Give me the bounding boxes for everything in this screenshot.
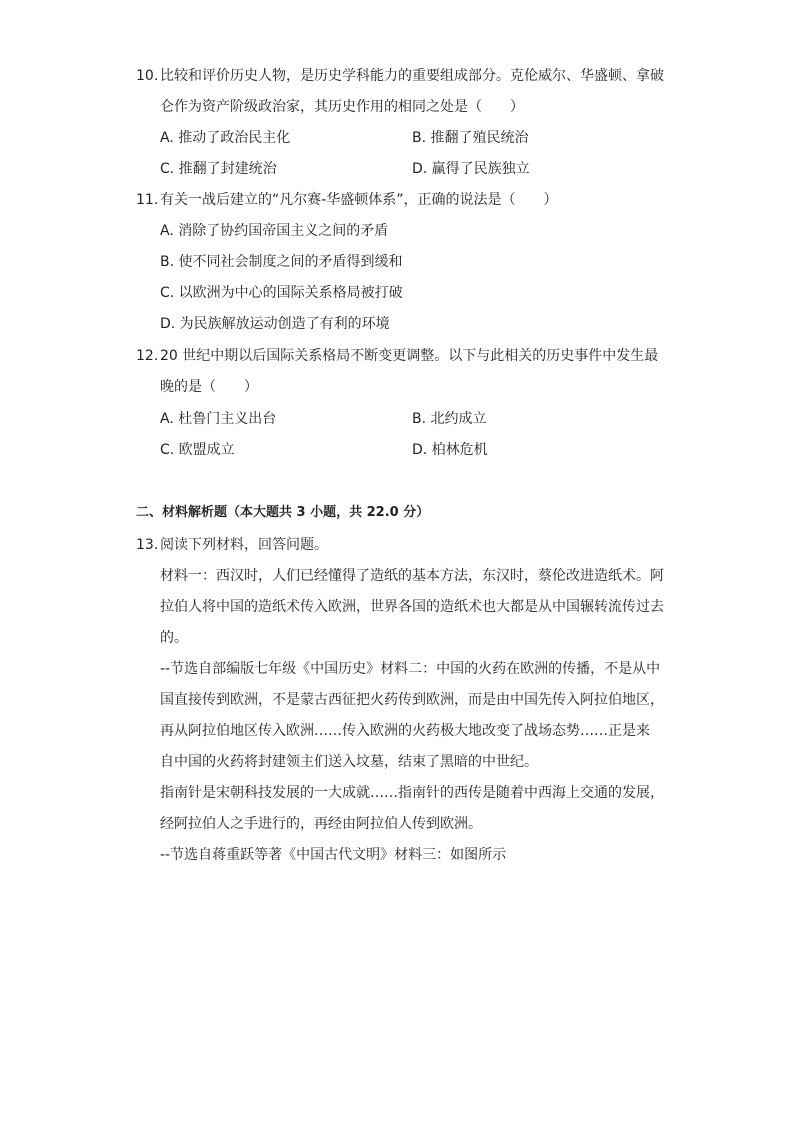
material-line: 国直接传到欧洲，不是蒙古西征把火药传到欧洲，而是由中国先传入阿拉伯地区， xyxy=(160,692,664,708)
material-line: 经阿拉伯人之手进行的，再经由阿拉伯人传到欧洲。 xyxy=(160,816,482,832)
question-stem: 阅读下列材料，回答问题。 xyxy=(160,537,328,553)
option-d: D. 为民族解放运动创造了有利的环境 xyxy=(160,316,390,332)
question-number: 11. xyxy=(136,192,159,208)
option-b: B. 使不同社会制度之间的矛盾得到缓和 xyxy=(160,254,403,270)
option-c: C. 欧盟成立 xyxy=(160,442,235,458)
question-number: 12. xyxy=(136,348,159,364)
option-d: D. 赢得了民族独立 xyxy=(412,161,530,177)
option-d: D. 柏林危机 xyxy=(412,442,488,458)
section-heading: 二、材料解析题（本大题共 3 小题，共 22.0 分） xyxy=(136,505,430,520)
question-stem: 比较和评价历史人物，是历史学科能力的重要组成部分。克伦威尔、华盛顿、拿破 xyxy=(160,68,664,84)
material-line: 自中国的火药将封建领主们送入坟墓，结束了黑暗的中世纪。 xyxy=(160,754,538,770)
material-line: --节选自蒋重跃等著《中国古代文明》材料三：如图所示 xyxy=(160,847,507,863)
option-a: A. 推动了政治民主化 xyxy=(160,130,291,146)
material-line: 指南针是宋朝科技发展的一大成就……指南针的西传是随着中西海上交通的发展， xyxy=(160,785,664,801)
question-number: 13. xyxy=(136,537,159,553)
option-c: C. 推翻了封建统治 xyxy=(160,161,277,177)
question-stem: 20 世纪中期以后国际关系格局不断变更调整。以下与此相关的历史事件中发生最 xyxy=(160,348,659,364)
material-line: 拉伯人将中国的造纸术传入欧洲，世界各国的造纸术也大都是从中国辗转流传过去 xyxy=(160,599,664,615)
option-b: B. 推翻了殖民统治 xyxy=(412,130,529,146)
option-a: A. 消除了协约国帝国主义之间的矛盾 xyxy=(160,223,389,239)
material-line: 材料一：西汉时，人们已经懂得了造纸的基本方法，东汉时，蔡伦改进造纸术。阿 xyxy=(160,568,664,584)
material-line: 再从阿拉伯地区传入欧洲……传入欧洲的火药极大地改变了战场态势……正是来 xyxy=(160,723,650,739)
material-line: 的。 xyxy=(160,630,188,646)
question-stem: 晚的是（ ） xyxy=(160,379,258,395)
option-c: C. 以欧洲为中心的国际关系格局被打破 xyxy=(160,285,403,301)
question-number: 10. xyxy=(136,68,159,84)
option-a: A. 杜鲁门主义出台 xyxy=(160,411,277,427)
material-line: --节选自部编版七年级《中国历史》材料二：中国的火药在欧洲的传播，不是从中 xyxy=(160,661,661,677)
question-stem: 有关一战后建立的“凡尔赛-华盛顿体系”，正确的说法是（ ） xyxy=(160,192,558,208)
question-stem: 仑作为资产阶级政治家，其历史作用的相同之处是（ ） xyxy=(160,99,524,115)
option-b: B. 北约成立 xyxy=(412,411,487,427)
